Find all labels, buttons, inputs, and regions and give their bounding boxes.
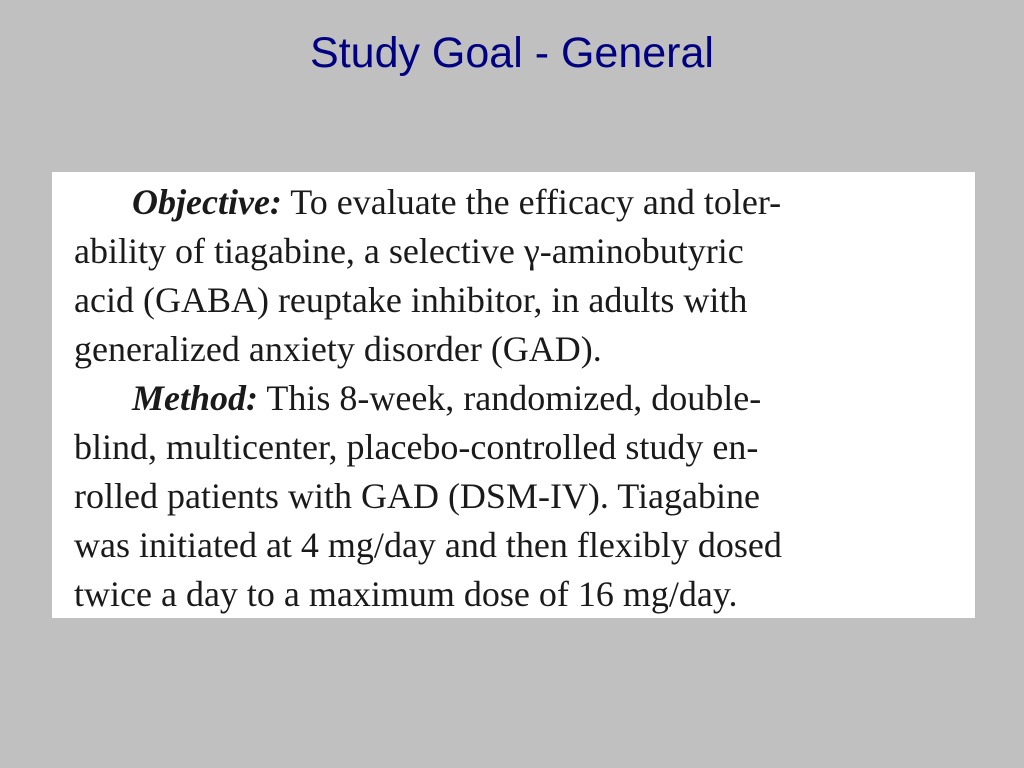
objective-text: To evaluate the efficacy and toler- bbox=[281, 182, 782, 222]
method-label: Method: bbox=[132, 378, 258, 418]
slide-title: Study Goal - General bbox=[310, 29, 714, 77]
objective-line-4: generalized anxiety disorder (GAD). bbox=[74, 329, 602, 369]
objective-line-3: acid (GABA) reuptake inhibitor, in adults with bbox=[74, 280, 748, 320]
objective-line-1 bbox=[74, 178, 975, 227]
objective-paragraph bbox=[74, 178, 975, 374]
objective-line-2: ability of tiagabine, a selective γ-aminobutyric bbox=[74, 231, 744, 271]
method-line-3: rolled patients with GAD (DSM-IV). Tiagabine bbox=[74, 476, 760, 516]
abstract-excerpt bbox=[52, 172, 975, 618]
method-line-1 bbox=[74, 374, 975, 423]
method-line-5: twice a day to a maximum dose of 16 mg/day. bbox=[74, 574, 738, 614]
method-paragraph bbox=[74, 374, 975, 619]
objective-label: Objective: bbox=[132, 182, 282, 222]
method-text: This 8-week, randomized, double- bbox=[258, 378, 762, 418]
method-line-4: was initiated at 4 mg/day and then flexibly dosed bbox=[74, 525, 782, 565]
method-line-2: blind, multicenter, placebo-controlled study en- bbox=[74, 427, 759, 467]
